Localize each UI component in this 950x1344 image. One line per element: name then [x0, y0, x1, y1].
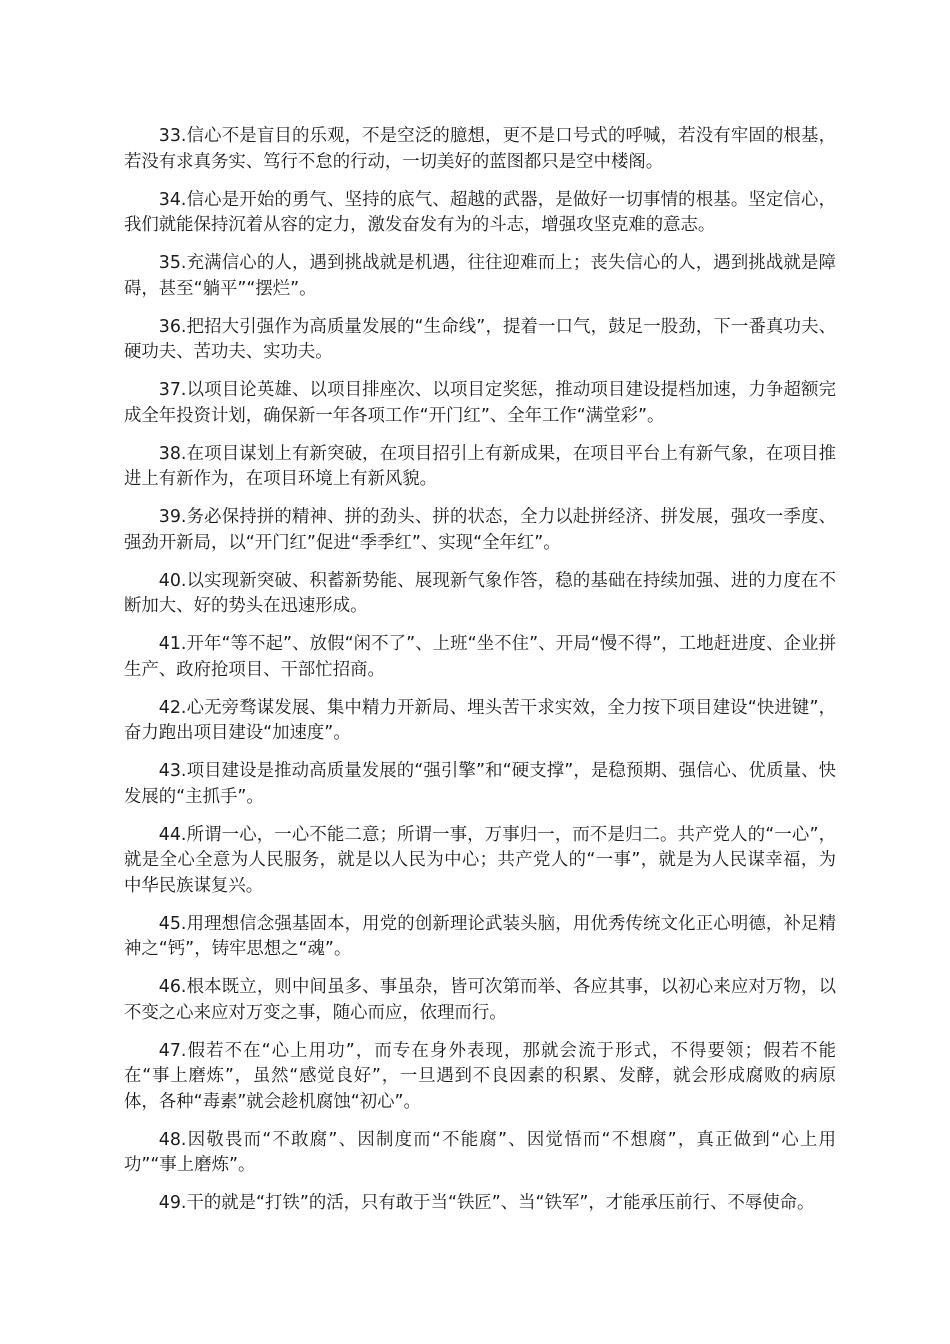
paragraph-number: 46. — [158, 977, 187, 997]
paragraph-41 — [124, 632, 836, 683]
paragraph-text: 根本既立，则中间虽多、事虽杂，皆可次第而举、各应其事，以初心来应对万物，以不变之心来应对万变之事，随心而应，依理而行。 — [124, 977, 836, 1023]
paragraph-number: 44. — [158, 824, 187, 845]
paragraph-35 — [124, 251, 836, 302]
paragraph-number: 38. — [158, 443, 187, 464]
paragraph-text: 项目建设是推动高质量发展的“强引擎”和“硬支撑”，是稳预期、强信心、优质量、快发展的“主抓手”。 — [124, 761, 836, 807]
paragraph-48 — [124, 1128, 836, 1179]
paragraph-text: 假若不在“心上用功”，而专在身外表现，那就会流于形式，不得要领；假若不能在“事上磨炼”，虽然“感觉良好”，一旦遇到不良因素的积累、发酵，就会形成腐败的病原体，各种“毒素”就会趁机腐蚀“初心”。 — [124, 1040, 836, 1112]
paragraph-number: 39. — [158, 507, 187, 527]
paragraph-46 — [124, 975, 836, 1026]
paragraph-number: 45. — [158, 913, 187, 934]
paragraph-number: 40. — [158, 570, 187, 591]
document-page — [124, 124, 836, 1229]
paragraph-text: 把招大引强作为高质量发展的“生命线”，提着一口气，鼓足一股劲，下一番真功夫、硬功夫、苦功夫、实功夫。 — [124, 316, 836, 362]
paragraph-text: 务必保持拼的精神、拼的劲头、拼的状态，全力以赴拼经济、拼发展，强攻一季度、强劲开新局，以“开门红”促进“季季红”、实现“全年红”。 — [124, 507, 836, 553]
paragraph-39 — [124, 505, 836, 556]
paragraph-33 — [124, 124, 836, 175]
paragraph-number: 35. — [158, 253, 187, 273]
paragraph-text: 在项目谋划上有新突破，在项目招引上有新成果，在项目平台上有新气象，在项目推进上有新作为，在项目环境上有新风貌。 — [124, 443, 836, 489]
paragraph-number: 49. — [158, 1193, 187, 1213]
paragraph-38 — [124, 442, 836, 493]
paragraph-number: 37. — [158, 380, 187, 400]
paragraph-text: 以实现新突破、积蓄新势能、展现新气象作答，稳的基础在持续加强、进的力度在不断加大、好的势头在迅速形成。 — [124, 570, 836, 616]
paragraph-text: 以项目论英雄、以项目排座次、以项目定奖惩，推动项目建设提档加速，力争超额完成全年投资计划，确保新一年各项工作“开门红”、全年工作“满堂彩”。 — [124, 380, 836, 426]
paragraph-text: 心无旁骛谋发展、集中精力开新局、埋头苦干求实效，全力按下项目建设“快进键”，奋力跑出项目建设“加速度”。 — [124, 697, 836, 743]
paragraph-49 — [124, 1191, 836, 1217]
paragraph-text: 干的就是“打铁”的活，只有敢于当“铁匠”、当“铁军”，才能承压前行、不辱使命。 — [186, 1193, 815, 1213]
paragraph-number: 36. — [158, 316, 187, 337]
paragraph-number: 33. — [158, 126, 187, 146]
paragraph-40 — [124, 569, 836, 620]
paragraph-text: 开年“等不起”、放假“闲不了”、上班“坐不住”、开局“慢不得”，工地赶进度、企业拼生产、政府抢项目、干部忙招商。 — [124, 634, 836, 680]
paragraph-number: 41. — [158, 634, 187, 654]
paragraph-number: 43. — [158, 761, 187, 781]
paragraph-number: 48. — [158, 1129, 187, 1150]
paragraph-number: 42. — [158, 697, 187, 718]
paragraph-text: 因敬畏而“不敢腐”、因制度而“不能腐”、因觉悟而“不想腐”，真正做到“心上用功”“事上磨炼”。 — [124, 1129, 836, 1175]
paragraph-34 — [124, 188, 836, 239]
paragraph-47 — [124, 1039, 836, 1116]
paragraph-text: 充满信心的人，遇到挑战就是机遇，往往迎难而上；丧失信心的人，遇到挑战就是障碍，甚至“躺平”“摆烂”。 — [124, 253, 836, 299]
paragraph-43 — [124, 759, 836, 810]
paragraph-42 — [124, 696, 836, 747]
paragraph-text: 信心是开始的勇气、坚持的底气、超越的武器，是做好一切事情的根基。坚定信心，我们就能保持沉着从容的定力，激发奋发有为的斗志，增强攻坚克难的意志。 — [124, 189, 836, 235]
paragraph-45 — [124, 912, 836, 963]
paragraph-number: 34. — [158, 189, 187, 210]
paragraph-37 — [124, 378, 836, 429]
paragraph-text: 用理想信念强基固本，用党的创新理论武装头脑，用优秀传统文化正心明德，补足精神之“钙”，铸牢思想之“魂”。 — [124, 913, 836, 959]
paragraph-number: 47. — [158, 1040, 187, 1061]
paragraph-44 — [124, 823, 836, 900]
paragraph-text: 所谓一心，一心不能二意；所谓一事，万事归一，而不是归二。共产党人的“一心”，就是全心全意为人民服务，就是以人民为中心；共产党人的“一事”，就是为人民谋幸福，为中华民族谋复兴。 — [124, 824, 836, 896]
paragraph-text: 信心不是盲目的乐观，不是空泛的臆想，更不是口号式的呼喊，若没有牢固的根基，若没有求真务实、笃行不怠的行动，一切美好的蓝图都只是空中楼阁。 — [124, 126, 836, 172]
paragraph-36 — [124, 315, 836, 366]
